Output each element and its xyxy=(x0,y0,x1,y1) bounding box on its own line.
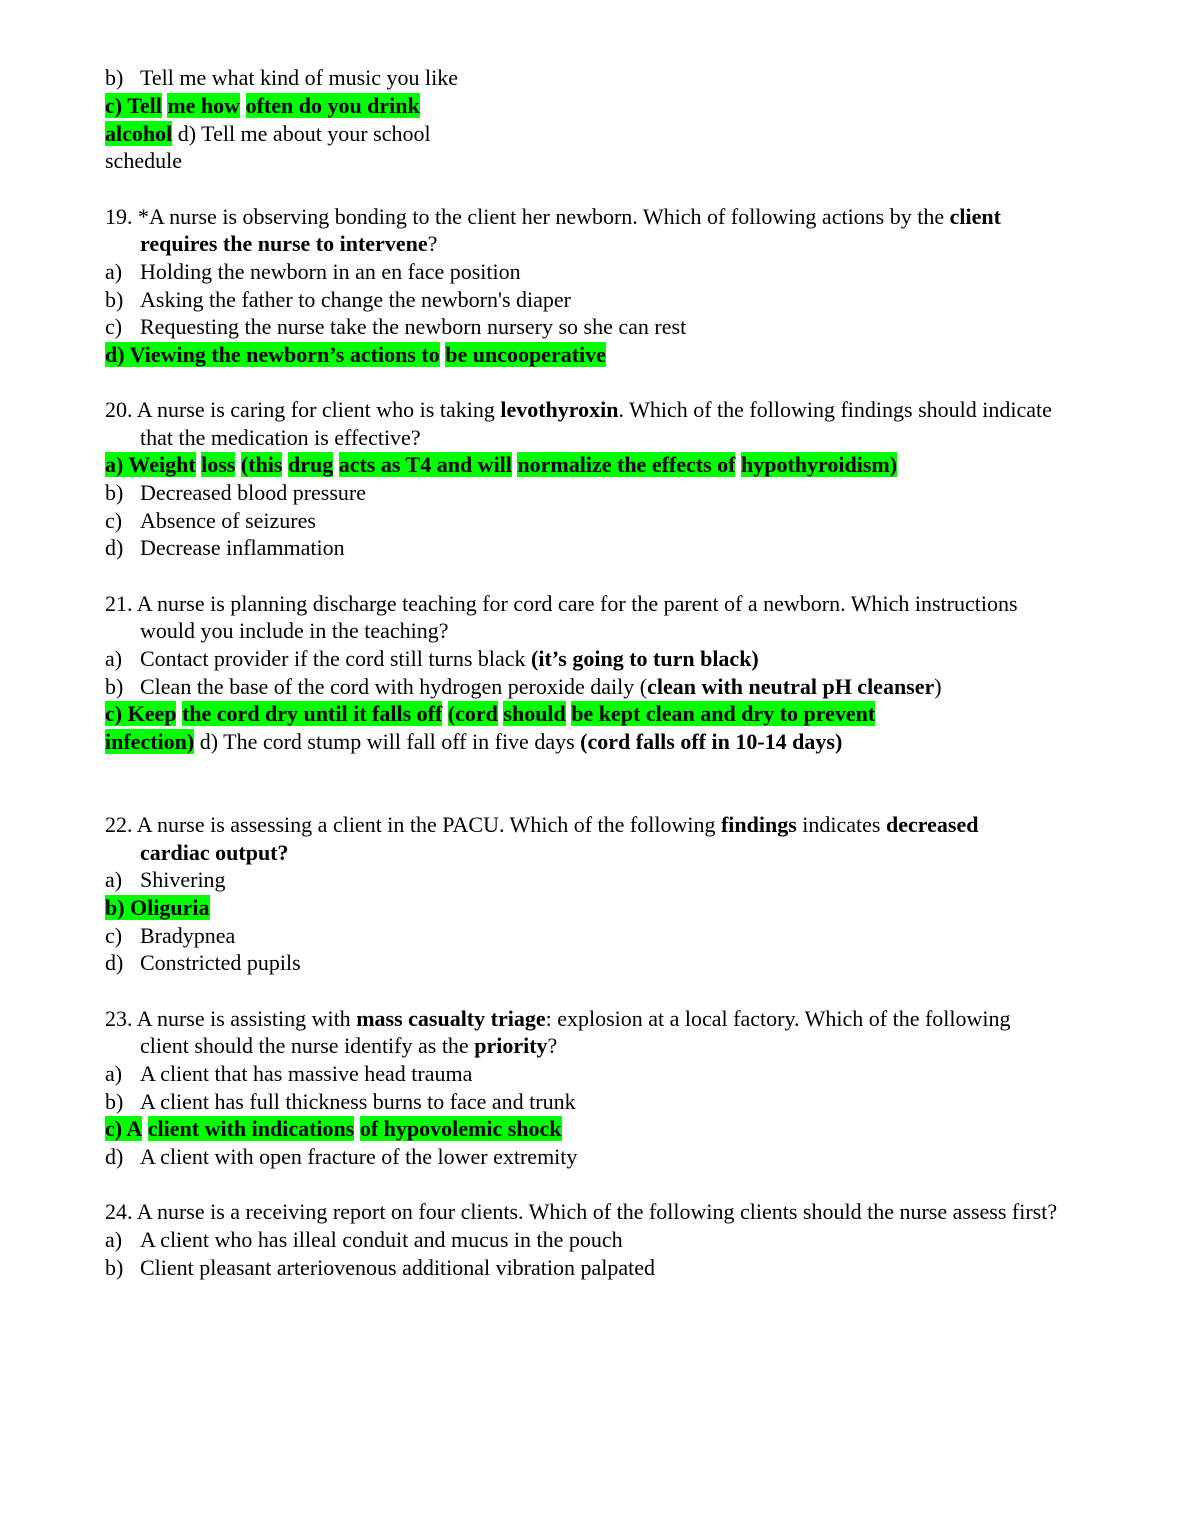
q23-option-b: b) A client has full thickness burns to face and trunk xyxy=(105,1089,576,1114)
q19-stem-continued: requires the nurse to intervene? xyxy=(140,231,438,256)
q21-stem: 21. A nurse is planning discharge teaching for cord care for the parent of a newborn. Which instructions xyxy=(105,591,1018,616)
q24-option-a: a) A client who has illeal conduit and mucus in the pouch xyxy=(105,1227,623,1252)
q20-option-c: c) Absence of seizures xyxy=(105,508,316,533)
q20-option-d: d) Decrease inflammation xyxy=(105,535,345,560)
q22-option-d: d) Constricted pupils xyxy=(105,950,301,975)
q23-option-a: a) A client that has massive head trauma xyxy=(105,1061,473,1086)
q23-stem-continued: client should the nurse identify as the priority? xyxy=(140,1033,558,1058)
q24-stem: 24. A nurse is a receiving report on four clients. Which of the following clients should the nurse assess first? xyxy=(105,1199,1058,1224)
q22-stem: 22. A nurse is assessing a client in the PACU. Which of the following findings indicates decreased xyxy=(105,812,979,837)
q18-answer-highlight: c) Tell me how often do you drink xyxy=(105,93,420,118)
q22-option-a: a) Shivering xyxy=(105,867,226,892)
q19-option-c: c) Requesting the nurse take the newborn nursery so she can rest xyxy=(105,314,687,339)
q19-option-a: a) Holding the newborn in an en face position xyxy=(105,259,521,284)
q21-answer-highlight: c) Keep the cord dry until it falls off (cord should be kept clean and dry to prevent xyxy=(105,701,876,726)
q24-option-b: b) Client pleasant arteriovenous additional vibration palpated xyxy=(105,1255,656,1280)
q21-option-b: b) Clean the base of the cord with hydrogen peroxide daily (clean with neutral pH cleanser) xyxy=(105,674,942,699)
q18-answer-continued: alcohol d) Tell me about your school xyxy=(105,121,431,146)
q22-option-c: c) Bradypnea xyxy=(105,923,236,948)
q21-stem-continued: would you include in the teaching? xyxy=(140,618,449,643)
q20-answer-highlight: a) Weight loss (this drug acts as T4 and will normalize the effects of hypothyroidism) xyxy=(105,452,898,477)
q23-option-d: d) A client with open fracture of the lower extremity xyxy=(105,1144,578,1169)
q20-option-b: b) Decreased blood pressure xyxy=(105,480,367,505)
q18-option-b: b) Tell me what kind of music you like xyxy=(105,65,459,90)
q21-answer-continued: infection) d) The cord stump will fall off in five days (cord falls off in 10-14 days) xyxy=(105,729,843,754)
q19-option-b: b) Asking the father to change the newborn's diaper xyxy=(105,287,571,312)
q22-stem-continued: cardiac output? xyxy=(140,840,289,865)
q23-answer-highlight: c) A client with indications of hypovolemic shock xyxy=(105,1116,562,1141)
q18-option-d-continued: schedule xyxy=(105,148,182,173)
q23-stem: 23. A nurse is assisting with mass casualty triage: explosion at a local factory. Which of the following xyxy=(105,1006,1011,1031)
q19-answer-highlight: d) Viewing the newborn’s actions to be uncooperative xyxy=(105,342,606,367)
q21-option-a: a) Contact provider if the cord still turns black (it’s going to turn black) xyxy=(105,646,759,671)
q20-stem-continued: that the medication is effective? xyxy=(140,425,421,450)
q22-answer-highlight: b) Oliguria xyxy=(105,895,210,920)
q20-stem: 20. A nurse is caring for client who is taking levothyroxin. Which of the following findings should indicate xyxy=(105,397,1052,422)
q19-stem: 19. *A nurse is observing bonding to the client her newborn. Which of following actions by the client xyxy=(105,204,1001,229)
